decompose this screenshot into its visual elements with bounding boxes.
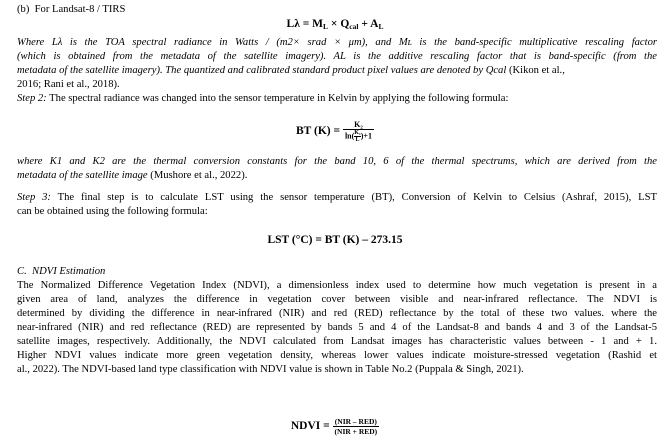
ndvi-line-1: The Normalized Difference Vegetation Index (NDVI), a dimensionless index used to determine how much vegetation is present in a: [17, 280, 657, 291]
equation-radiance: $L\lambda = M_L \times Q_{cal} + A_L$: [286, 18, 384, 31]
equation-lst: LST (°C) = BT (K) – 273.15: [267, 234, 403, 246]
para2-line-2: metadata of the satellite image (Mushore et al., 2022).: [17, 170, 248, 181]
equation-ndvi: NDVI = $\frac{\text{(NIR – RED)}}{\text{(NIR + RED)}}$: [290, 416, 378, 436]
step3-line-2: can be obtained using the following formula:: [17, 206, 208, 217]
para1-line-3: metadata of the satellite imagery). The quantized and calibrated standard product pixel values are denoted by Qcal (Kikon et al.,: [17, 65, 565, 76]
ndvi-line-6: Higher NDVI values indicate more green vegetation density, whereas lower values indicate moisture-stressed vegetation (Rashid et: [17, 350, 657, 361]
para1-line-2: (which is obtained from the metadata of the satellite imagery). AL is the additive rescaling factor that is band-specific (from the: [17, 51, 657, 62]
ndvi-line-4: near-infrared (NIR) and red reflectance (RED) are represented by bands 5 and 4 of the Landsat-8 and bands 4 and 3 of the Landsat-5: [17, 322, 657, 333]
para2-line-1: where K1 and K2 are the thermal conversion constants for the band 10, 6 of the thermal spectrums, which are derived from the: [17, 156, 657, 167]
step2-line: Step 2: The spectral radiance was changed into the sensor temperature in Kelvin by applying the following formula:: [17, 93, 509, 104]
ndvi-line-7: al., 2022). The NDVI-based land type classification with NDVI value is shown in Table No.2 (Puppala & Singh, 2021).: [17, 364, 524, 375]
section-c-heading: C. NDVI Estimation: [17, 266, 106, 277]
equation-bt: BT (K) = K₂ ln( $\frac{\text{K₁}}{L}$ )+1: [296, 120, 372, 143]
ndvi-line-5: satellite images, respectively. Additionally, the NDVI calculated from Landsat images has characteristic values between - 1 and + 1.: [17, 336, 657, 347]
section-b-heading: (b) For Landsat-8 / TIRS: [17, 4, 126, 15]
ndvi-line-3: determined by dividing the difference in near-infrared (NIR) and red (RED) reflectance by the total of these two values. where the: [17, 308, 657, 319]
para1-line-4: 2016; Rani et al., 2018).: [17, 79, 120, 90]
ndvi-line-2: given area of land, analyzes the difference in vegetation cover between visible and near-infrared reflectance. The NDVI is: [17, 294, 657, 305]
para1-line-1: Where Lλ is the TOA spectral radiance in Watts / (m2× srad × μm), and Mʟ is the band-specific multiplicative rescaling factor: [17, 37, 657, 48]
step3-line-1: Step 3: The final step is to calculate LST using the sensor temperature (BT), Conversion of Kelvin to Celsius (Ashraf, 2015), LST: [17, 192, 657, 203]
